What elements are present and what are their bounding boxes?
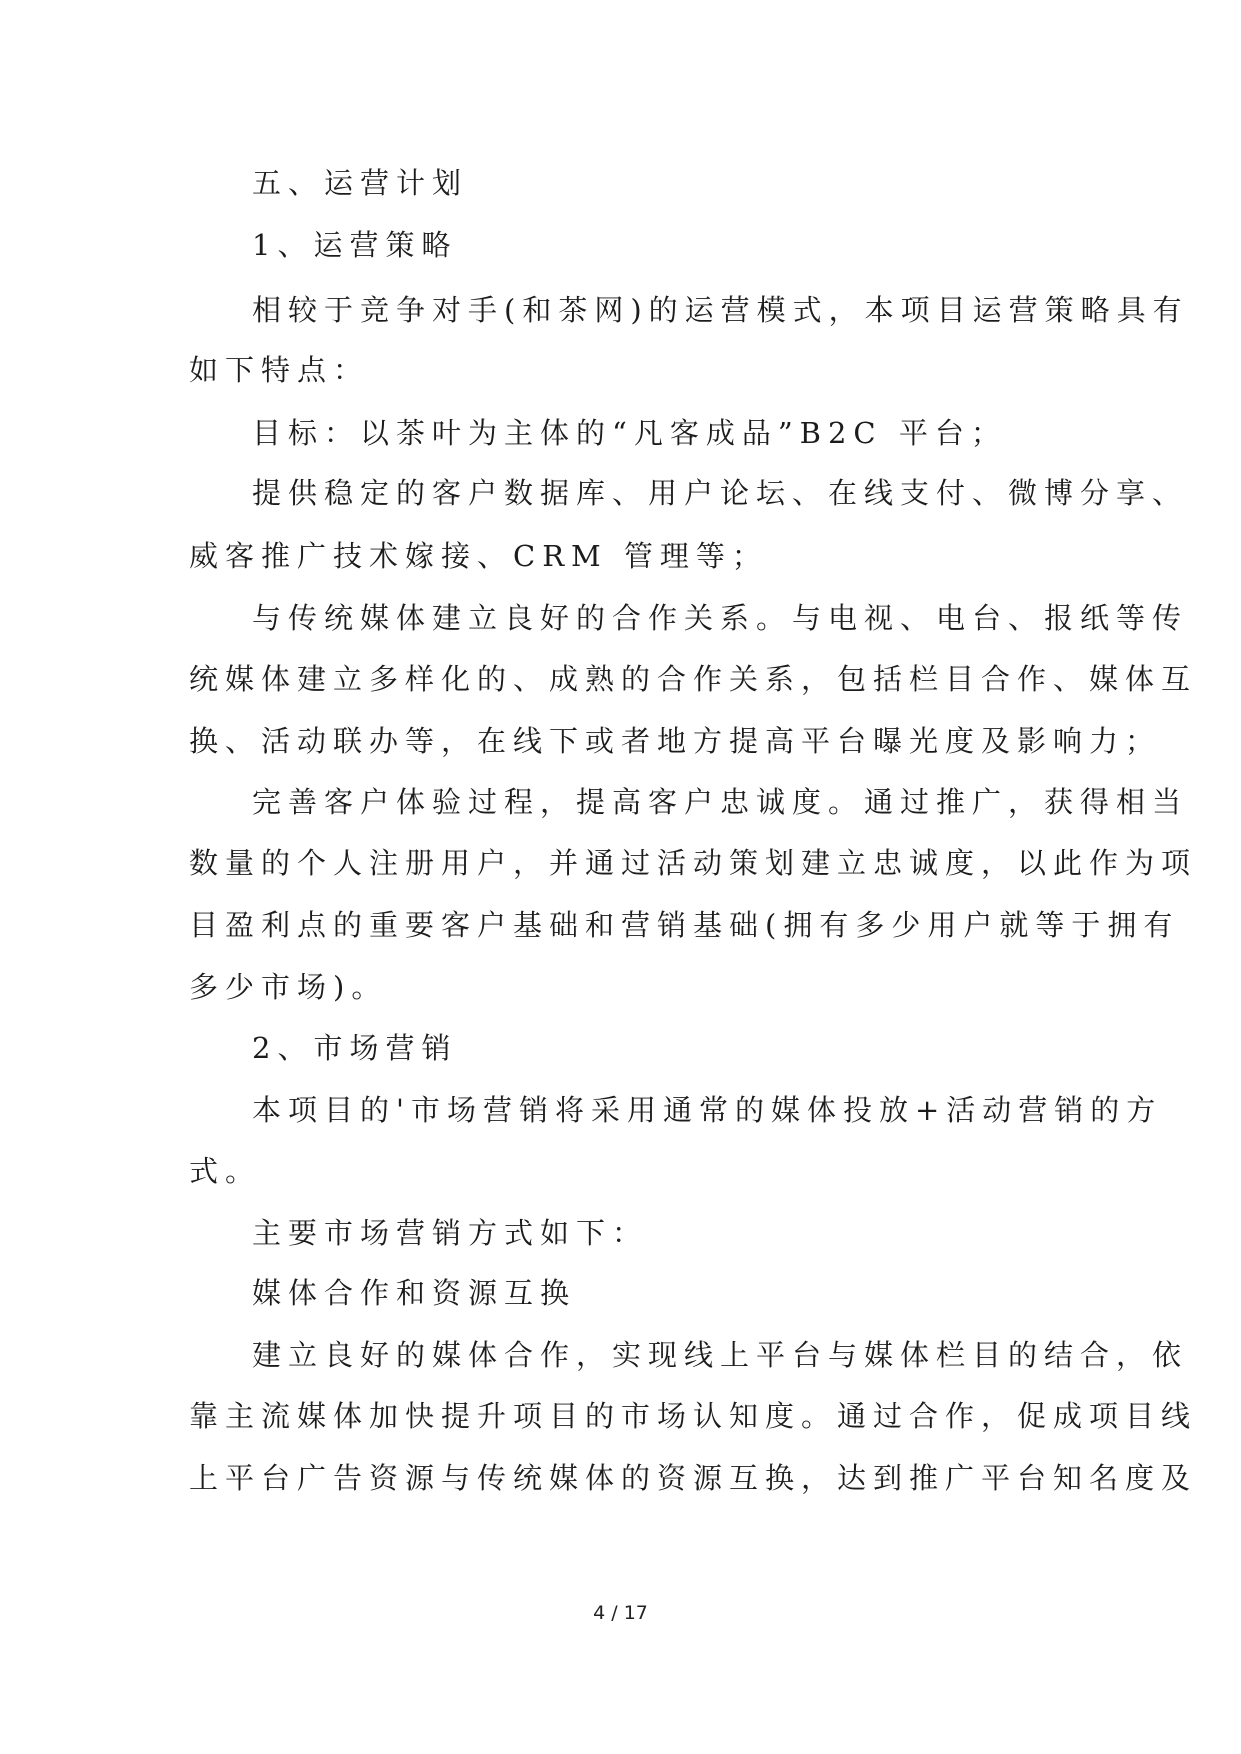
paragraph-line: 媒体合作和资源互换	[252, 1276, 577, 1310]
paragraph-line: 换、活动联办等，在线下或者地方提高平台曝光度及影响力；	[189, 724, 1162, 758]
subsection-heading: 2、市场营销	[252, 1031, 458, 1065]
paragraph-line: 统媒体建立多样化的、成熟的合作关系，包括栏目合作、媒体互	[189, 662, 1198, 696]
paragraph-line: 建立良好的媒体合作，实现线上平台与媒体栏目的结合，依	[252, 1338, 1189, 1372]
paragraph-line: 完善客户体验过程，提高客户忠诚度。通过推广，获得相当	[252, 785, 1189, 819]
page-number: 4 / 17	[593, 1602, 648, 1624]
paragraph-line: 威客推广技术嫁接、CRM 管理等；	[189, 539, 768, 573]
paragraph-line: 相较于竞争对手(和茶网)的运营模式，本项目运营策略具有	[252, 293, 1189, 327]
paragraph-line: 数量的个人注册用户，并通过活动策划建立忠诚度，以此作为项	[189, 846, 1198, 880]
paragraph-line: 提供稳定的客户数据库、用户论坛、在线支付、微博分享、	[252, 476, 1189, 510]
paragraph-line: 主要市场营销方式如下：	[252, 1216, 649, 1250]
paragraph-line: 本项目的'市场营销将采用通常的媒体投放+活动营销的方	[252, 1093, 1163, 1127]
paragraph-line: 多少市场)。	[189, 970, 388, 1004]
paragraph-line: 如下特点：	[189, 353, 370, 387]
section-heading: 五、运营计划	[252, 166, 469, 200]
paragraph-line: 目盈利点的重要客户基础和营销基础(拥有多少用户就等于拥有	[189, 908, 1180, 942]
subsection-heading: 1、运营策略	[252, 228, 458, 262]
paragraph-line: 式。	[189, 1154, 262, 1188]
paragraph-line: 靠主流媒体加快提升项目的市场认知度。通过合作，促成项目线	[189, 1399, 1198, 1433]
paragraph-line: 上平台广告资源与传统媒体的资源互换，达到推广平台知名度及	[189, 1461, 1198, 1495]
paragraph-line: 与传统媒体建立良好的合作关系。与电视、电台、报纸等传	[252, 601, 1189, 635]
paragraph-line: 目标：以茶叶为主体的“凡客成品”B2C 平台；	[252, 416, 1007, 450]
